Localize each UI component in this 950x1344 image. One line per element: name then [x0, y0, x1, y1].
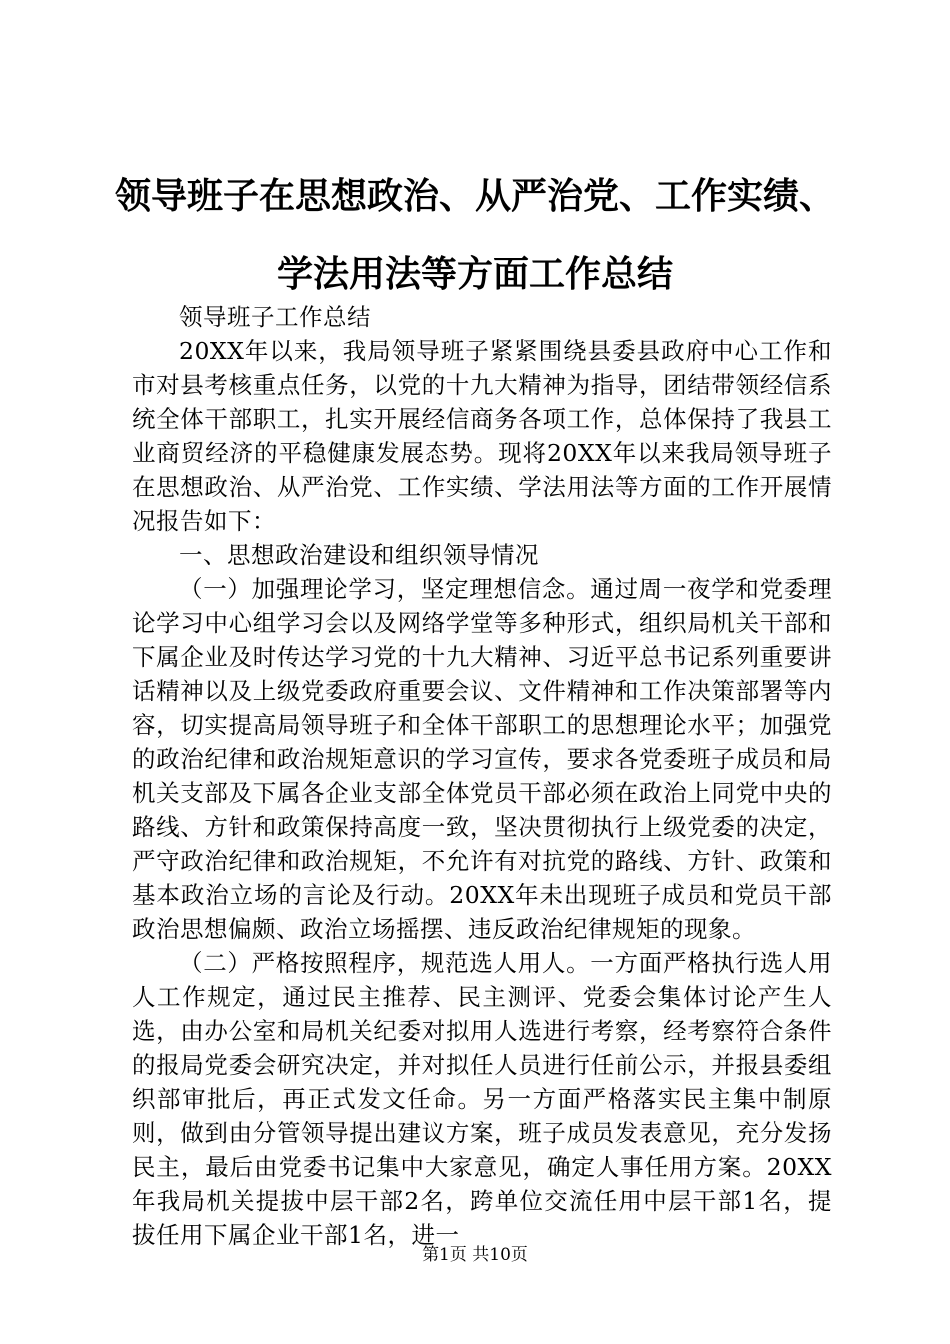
body-paragraph: （二）严格按照程序，规范选人用人。一方面严格执行选人用人工作规定，通过民主推荐、民主测评、党委会集体讨论产生人选，由办公室和局机关纪委对拟用人选进行考察，经考察符合条件的报局党委会研究决定，并对拟任人员进行任前公示，并报县委组织部审批后，再正式发文任命。另一方面严格落实民主集中制原则，做到由分管领导提出建议方案，班子成员发表意见，充分发扬民主，最后由党委书记集中大家意见，确定人事任用方案。20XX年我局机关提拔中层干部2名，跨单位交流任用中层干部1名，提拔任用下属企业干部1名，进一	[132, 949, 832, 1249]
document-body	[132, 300, 832, 1252]
intro-paragraph: 20XX年以来，我局领导班子紧紧围绕县委县政府中心工作和市对县考核重点任务，以党的十九大精神为指导，团结带领经信系统全体干部职工，扎实开展经信商务各项工作，总体保持了我县工业商贸经济的平稳健康发展态势。现将20XX年以来我局领导班子在思想政治、从严治党、工作实绩、学法用法等方面的工作开展情况报告如下：	[132, 337, 832, 535]
title-line-1: 领导班子在思想政治、从严治党、工作实绩、	[114, 176, 835, 217]
document-title	[100, 158, 850, 314]
subtitle-paragraph: 领导班子工作总结	[179, 303, 371, 331]
section-heading: 一、思想政治建设和组织领导情况	[179, 541, 539, 569]
body-paragraph: （一）加强理论学习，坚定理想信念。通过周一夜学和党委理论学习中心组学习会以及网络学堂等多种形式，组织局机关干部和下属企业及时传达学习党的十九大精神、习近平总书记系列重要讲话精神以及上级党委政府重要会议、文件精神和工作决策部署等内容，切实提高局领导班子和全体干部职工的思想理论水平；加强党的政治纪律和政治规矩意识的学习宣传，要求各党委班子成员和局机关支部及下属各企业支部全体党员干部必须在政治上同党中央的路线、方针和政策保持高度一致，坚决贯彻执行上级党委的决定，严守政治纪律和政治规矩，不允许有对抗党的路线、方针、政策和基本政治立场的言论及行动。20XX年未出现班子成员和党员干部政治思想偏颇、政治立场摇摆、违反政治纪律规矩的现象。	[132, 575, 832, 943]
page-footer: 第1页 共10页	[422, 1245, 528, 1265]
title-line-2: 学法用法等方面工作总结	[276, 254, 673, 295]
